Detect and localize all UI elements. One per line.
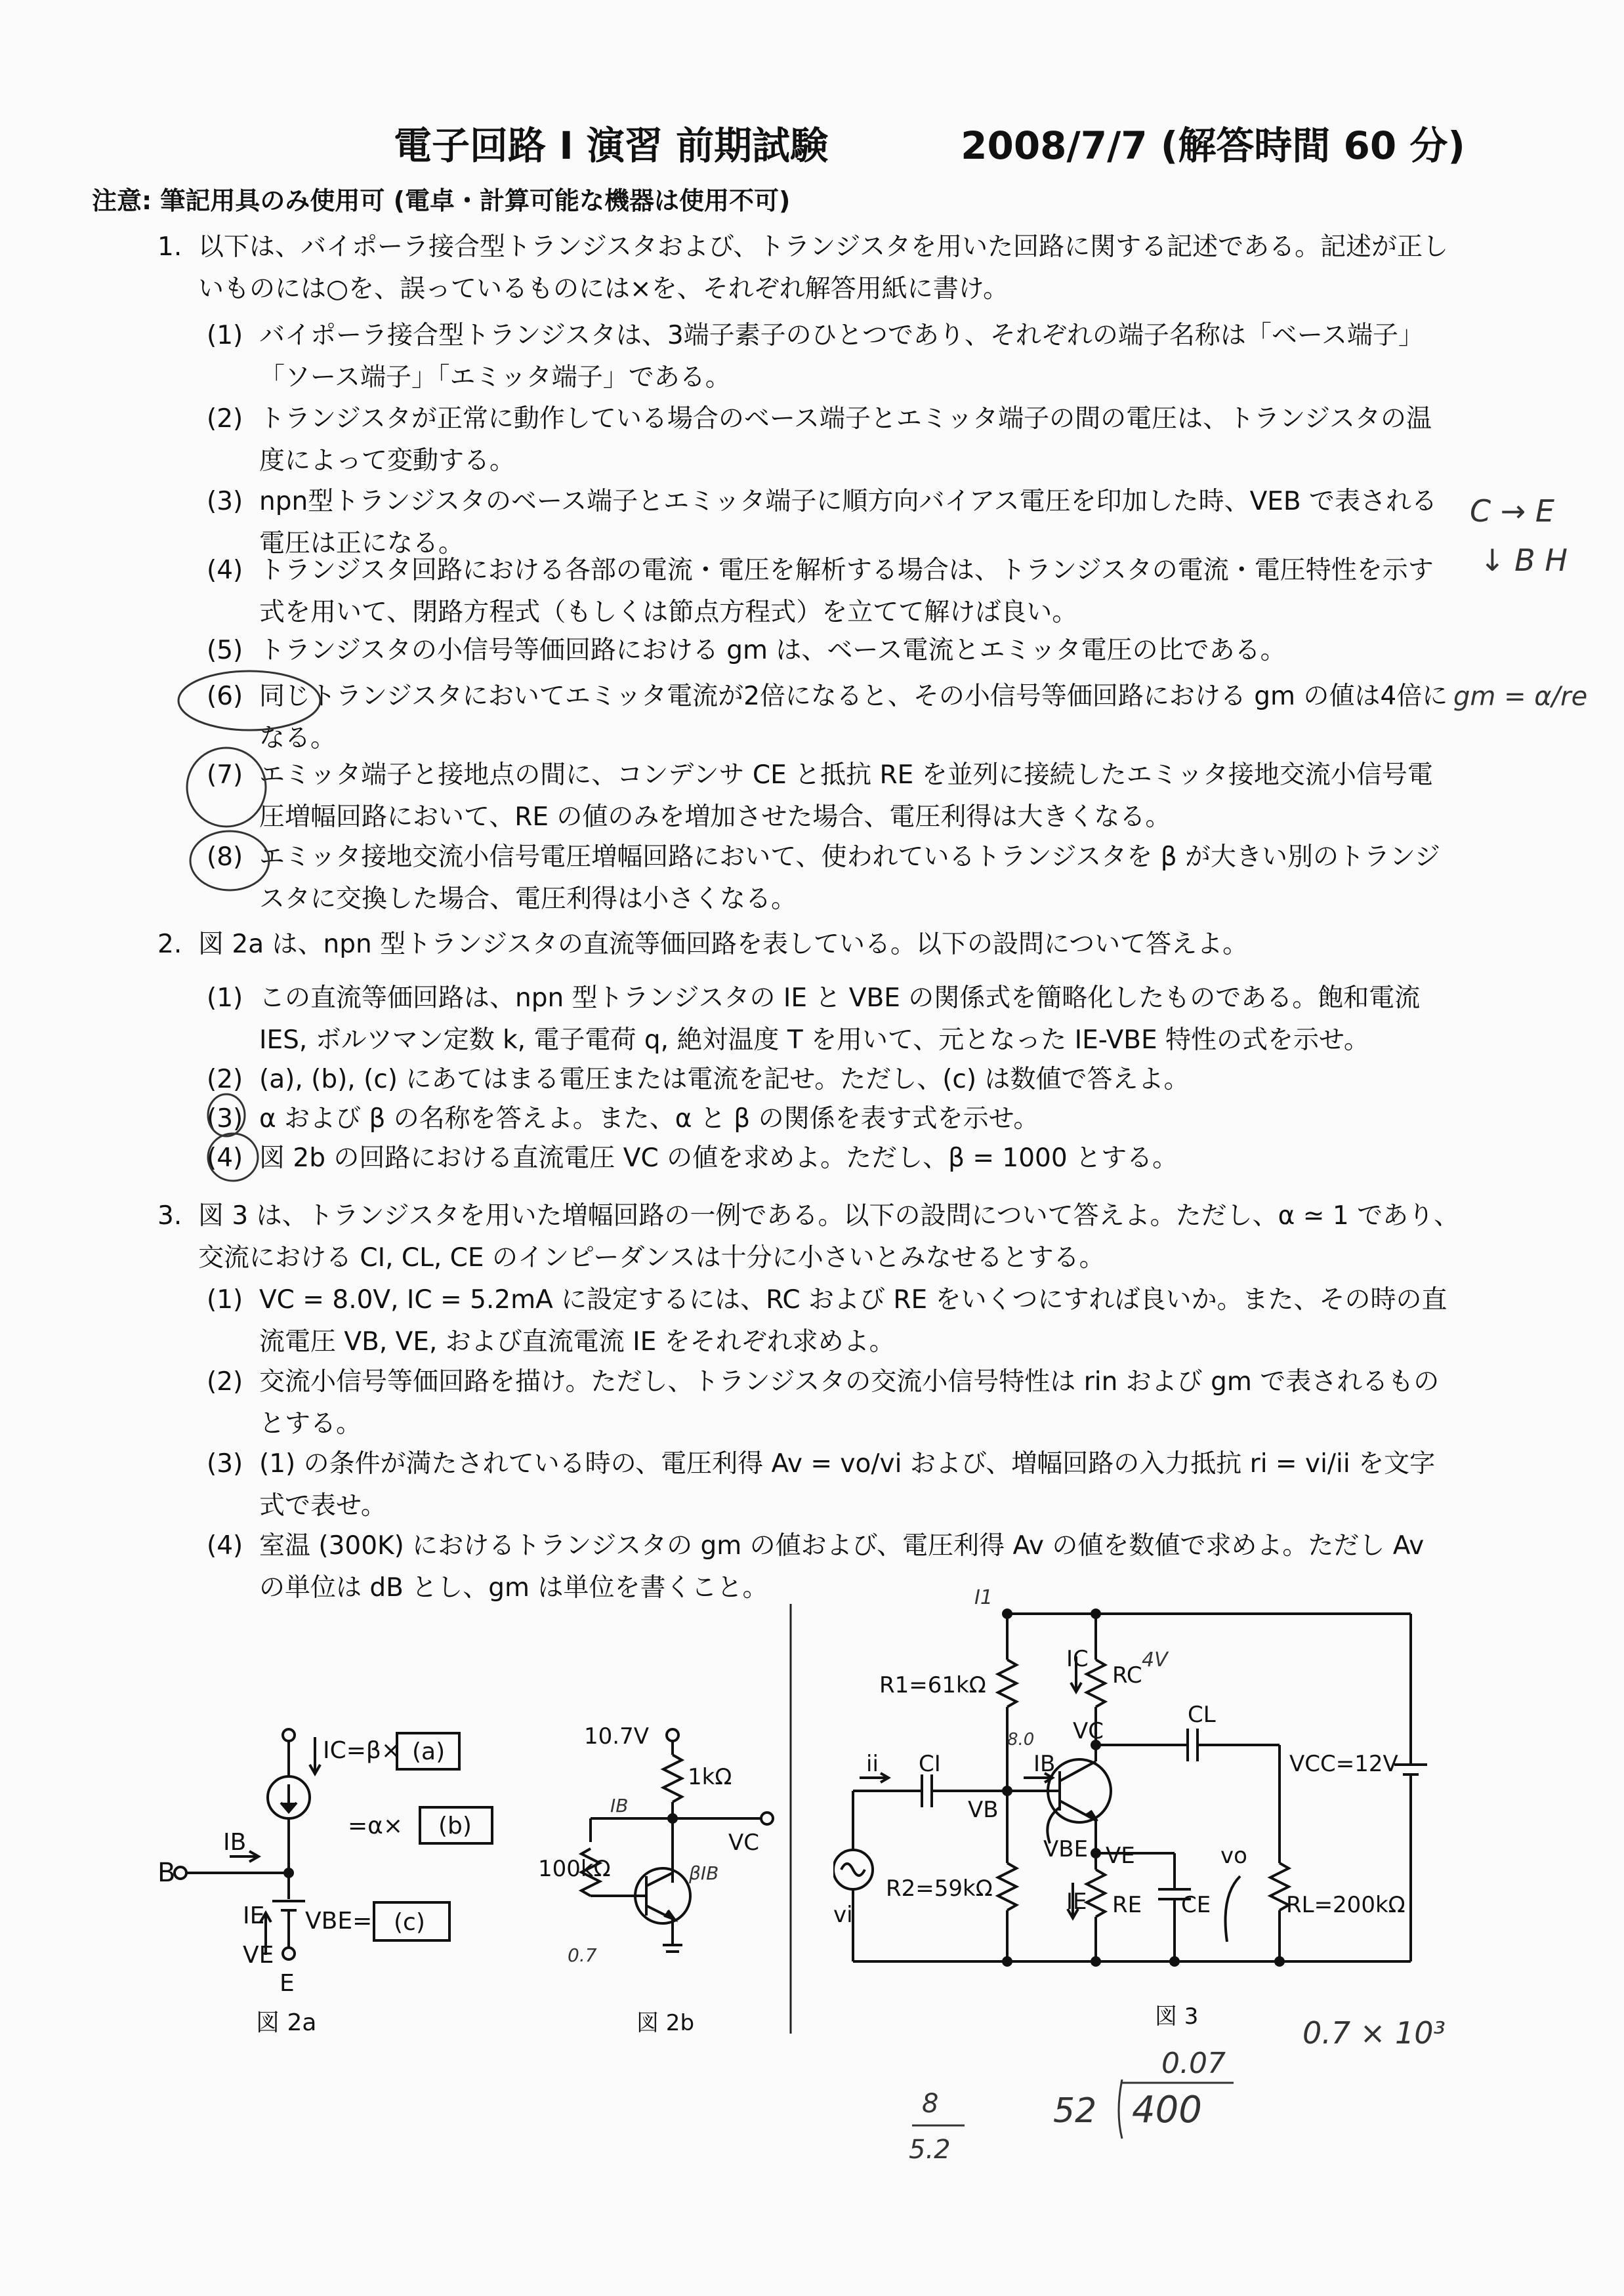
- item-text: α および β の名称を答えよ。また、α と β の関係を表す式を示せ。: [259, 1104, 1039, 1134]
- circle-mark-q2-3: [208, 1094, 245, 1136]
- collector-terminal: [283, 1729, 295, 1741]
- question-number: 1.: [157, 232, 182, 262]
- r2-label: R2=59kΩ: [886, 1876, 993, 1902]
- hw-rc-note: 4V: [1142, 1649, 1168, 1671]
- r100k-label: 100kΩ: [538, 1856, 611, 1882]
- rc-label: RC: [1112, 1662, 1142, 1689]
- item-number: (2): [207, 1367, 243, 1397]
- vbe-label: VBE=: [305, 1908, 373, 1935]
- hw-ib-2b: IB: [610, 1795, 629, 1816]
- question-text: 以下は、バイポーラ接合型トランジスタおよび、トランジスタを用いた回路に関する記述である。記述が正しいものには○を、誤っているものには×を、それぞれ解答用紙に書け。: [198, 232, 1449, 304]
- box-a-label: (a): [412, 1738, 446, 1765]
- ci-label: CI: [919, 1751, 941, 1777]
- ce-label: CE: [1181, 1892, 1211, 1918]
- item-text: トランジスタの小信号等価回路における gm は、ベース電流とエミッタ電圧の比である。: [259, 636, 1286, 665]
- item-text: VC = 8.0V, IC = 5.2mA に設定するには、RC および RE をいくつにすれば良いか。また、その時の直流電圧 VB, VE, および直流電流 IE をそれぞれ求めよ。: [259, 1285, 1447, 1357]
- vo-label: vo: [1220, 1843, 1247, 1869]
- circle-mark-7: [187, 748, 266, 827]
- item-number: (1): [207, 321, 243, 350]
- item-text: npn型トランジスタのベース端子とエミッタ端子に順方向バイアス電圧を印加した時、VEB で表される電圧は正になる。: [259, 487, 1438, 558]
- question-text: 図 2a は、npn 型トランジスタの直流等価回路を表している。以下の設問について答えよ。: [198, 930, 1249, 959]
- circle-mark-6: [178, 671, 320, 730]
- circle-mark-q2-4: [208, 1134, 258, 1181]
- emitter-terminal: [283, 1948, 295, 1959]
- item-text: トランジスタ回路における各部の電流・電圧を解析する場合は、トランジスタの電流・電圧特性を示す式を用いて、閉路方程式（もしくは節点方程式）を立てて解けば良い。: [259, 556, 1434, 627]
- box-c-label: (c): [394, 1909, 425, 1936]
- hw-ceb2: ↓ B H: [1480, 543, 1568, 578]
- re-label: RE: [1112, 1892, 1142, 1918]
- hw-div-divisor: 52: [1053, 2091, 1097, 2131]
- question-text: 図 3 は、トランジスタを用いた増幅回路の一例である。以下の設問について答えよ。ただし、α ≃ 1 であり、交流における CI, CL, CE のインピーダンスは十分に小さいとみなせるとする。: [198, 1201, 1460, 1273]
- base-terminal: [175, 1867, 186, 1879]
- item-text: 図 2b の回路における直流電圧 VC の値を求めよ。ただし、β = 1000 とする。: [259, 1143, 1178, 1173]
- item-text: (1) の条件が満たされている時の、電圧利得 Av = vo/vi および、増幅回路の入力抵抗 ri = vi/ii を文字式で表せ。: [259, 1449, 1436, 1521]
- hw-bib: βIB: [689, 1862, 719, 1884]
- item-text: 同じトランジスタにおいてエミッタ電流が2倍になると、その小信号等価回路における gm の値は4倍になる。: [259, 682, 1448, 753]
- alpha-label: =α×: [348, 1813, 404, 1839]
- vc-label: VC: [1073, 1718, 1104, 1744]
- vbe-label: VBE: [1043, 1836, 1089, 1862]
- vc-terminal: [761, 1813, 773, 1824]
- re-resistor: [1087, 1870, 1105, 1917]
- ie-label: IE: [1066, 1889, 1087, 1915]
- fig2b-caption: 図 2b: [636, 2010, 695, 2036]
- item-number: (3): [207, 1104, 243, 1134]
- item-number: (4): [207, 1143, 243, 1173]
- circle-mark-8: [190, 831, 269, 890]
- fig2a-caption: 図 2a: [256, 2009, 317, 2036]
- item-text: トランジスタが正常に動作している場合のベース端子とエミッタ端子の間の電圧は、トランジスタの温度によって変動する。: [259, 404, 1432, 476]
- ii-label: ii: [866, 1751, 879, 1777]
- ic-label: IC=β×: [323, 1737, 402, 1764]
- exam-title-text: 電子回路 I 演習 前期試験: [394, 123, 829, 168]
- ie-label: IE: [243, 1902, 265, 1929]
- item-text: エミッタ端子と接地点の間に、コンデンサ CE と抵抗 RE を並列に接続したエミッタ接地交流小信号電圧増幅回路において、RE の値のみを増加させた場合、電圧利得は大きくなる。: [259, 760, 1433, 832]
- item-number: (2): [207, 1065, 243, 1094]
- exam-date: 2008/7/7 (解答時間 60 分): [961, 123, 1465, 168]
- item-number: (1): [207, 1285, 243, 1315]
- item-number: (2): [207, 404, 243, 434]
- hw-frac-top: 8: [922, 2089, 939, 2119]
- hw-ceb: C → E: [1470, 493, 1554, 529]
- hw-sci: 0.7 × 10³: [1302, 2015, 1446, 2051]
- r2-resistor: [998, 1863, 1016, 1910]
- item-text: 室温 (300K) におけるトランジスタの gm の値および、電圧利得 Av の値を数値で求めよ。ただし Av の単位は dB とし、gm は単位を書くこと。: [259, 1531, 1425, 1603]
- vi-label: vi: [833, 1902, 853, 1928]
- item-number: (7): [207, 760, 243, 790]
- e-label: E: [280, 1970, 295, 1997]
- item-number: (3): [207, 487, 243, 516]
- item-number: (3): [207, 1449, 243, 1479]
- item-number: (4): [207, 1531, 243, 1561]
- r1-resistor: [998, 1660, 1016, 1707]
- question-number: 2.: [157, 930, 182, 959]
- cl-label: CL: [1188, 1702, 1216, 1728]
- item-number: (4): [207, 556, 243, 585]
- vsrc-label: 10.7V: [584, 1723, 649, 1750]
- item-text: エミッタ接地交流小信号電圧増幅回路において、使われているトランジスタを β が大きい別のトランジスタに交換した場合、電圧利得は小さくなる。: [259, 842, 1441, 914]
- item-number: (5): [207, 636, 243, 665]
- figure-2a: [157, 1719, 525, 2047]
- hw-div-dividend: 400: [1132, 2089, 1202, 2131]
- item-number: (8): [207, 842, 243, 872]
- ib-label: IB: [223, 1829, 247, 1856]
- hw-8: 8.0: [1007, 1730, 1035, 1750]
- r1k-label: 1kΩ: [688, 1764, 732, 1790]
- item-text: この直流等価回路は、npn 型トランジスタの IE と VBE の関係式を簡略化したものである。飽和電流 IES, ボルツマン定数 k, 電子電荷 q, 絶対温度 T を用いて、元となった IE-VBE 特性の式を示せ。: [259, 983, 1421, 1055]
- figure-3: [833, 1588, 1516, 2047]
- item-text: (a), (b), (c) にあてはまる電圧または電流を記せ。ただし、(c) は数値で答えよ。: [259, 1065, 1190, 1094]
- item-number: (1): [207, 983, 243, 1013]
- figure-2b: [538, 1719, 787, 2047]
- vb-label: VB: [968, 1797, 999, 1823]
- hw-gm: gm = α/re: [1453, 682, 1588, 712]
- vc-label: VC: [728, 1830, 759, 1856]
- vcc-label: VCC=12V: [1289, 1751, 1398, 1777]
- hw-i1: I1: [974, 1588, 993, 1609]
- ve-label: VE: [1106, 1843, 1135, 1869]
- box-b-label: (b): [438, 1813, 472, 1839]
- fig3-caption: 図 3: [1155, 2003, 1199, 2030]
- r1-label: R1=61kΩ: [879, 1672, 986, 1698]
- resistor-1k: [663, 1755, 682, 1802]
- b-label: B: [157, 1858, 176, 1888]
- item-number: (6): [207, 682, 243, 711]
- notice: 注意: 筆記用具のみ使用可 (電卓・計算可能な機器は使用不可): [92, 186, 791, 215]
- ib-label: IB: [1033, 1751, 1056, 1777]
- item-text: バイポーラ接合型トランジスタは、3端子素子のひとつであり、それぞれの端子名称は「ベース端子」「ソース端子」「エミッタ端子」である。: [259, 321, 1424, 392]
- rl-label: RL=200kΩ: [1286, 1892, 1405, 1918]
- ve-label: VE: [243, 1942, 274, 1969]
- item-text: 交流小信号等価回路を描け。ただし、トランジスタの交流小信号特性は rin および gm で表されるものとする。: [259, 1367, 1440, 1439]
- rc-resistor: [1087, 1660, 1105, 1707]
- hw-div-quot: 0.07: [1161, 2047, 1226, 2080]
- hw-07: 0.7: [568, 1944, 597, 1966]
- question-number: 3.: [157, 1201, 182, 1231]
- hw-frac-bot: 5.2: [909, 2135, 951, 2165]
- ic-label: IC: [1066, 1646, 1089, 1672]
